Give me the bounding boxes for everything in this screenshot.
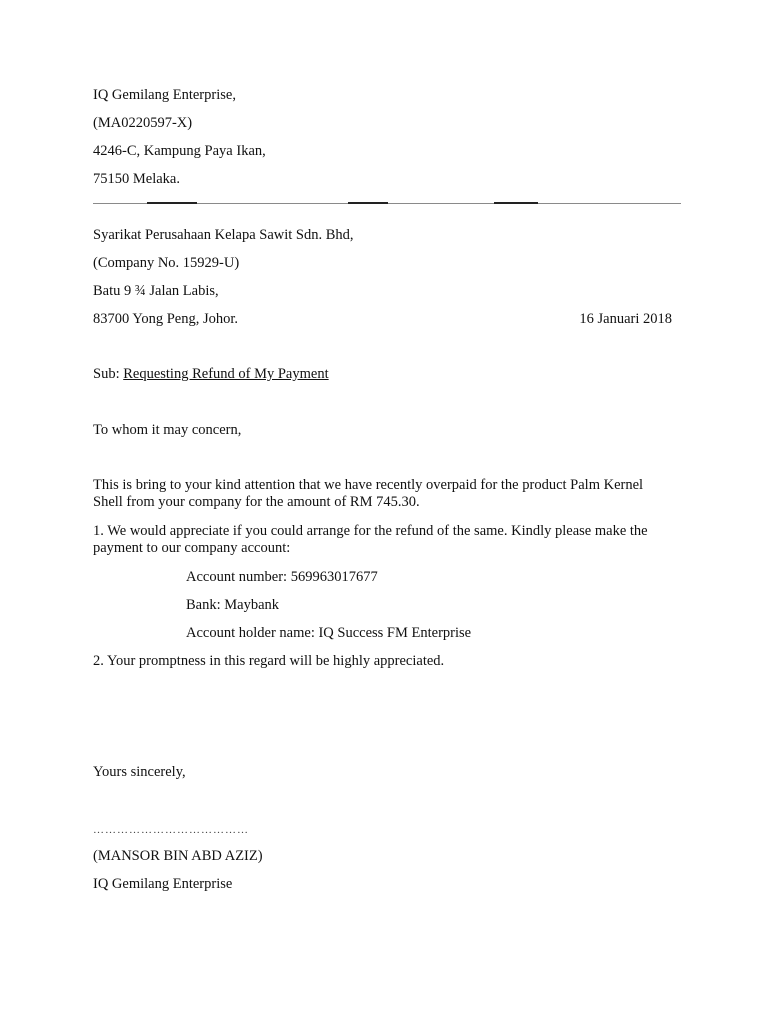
divider-accent <box>494 202 538 204</box>
sender-address-line1: 4246-C, Kampung Paya Ikan, <box>93 143 266 159</box>
signatory-company: IQ Gemilang Enterprise <box>93 876 233 892</box>
sender-address-line2: 75150 Melaka. <box>93 171 180 187</box>
account-holder: Account holder name: IQ Success FM Enterprise <box>186 625 472 641</box>
subject-line <box>93 366 329 383</box>
recipient-name: Syarikat Perusahaan Kelapa Sawit Sdn. Bhd, <box>93 227 354 243</box>
subject-text: Requesting Refund of My Payment <box>123 366 329 382</box>
closing: Yours sincerely, <box>93 764 186 780</box>
signatory-name: (MANSOR BIN ABD AZIZ) <box>93 848 263 864</box>
sender-reg-no: (MA0220597-X) <box>93 115 193 131</box>
signature-line: ………………………………… <box>93 824 249 836</box>
recipient-address-line2: 83700 Yong Peng, Johor. <box>93 311 239 327</box>
body-point-2: 2. Your promptness in this regard will be highly appreciated. <box>93 653 445 669</box>
recipient-company-no: (Company No. 15929-U) <box>93 255 240 271</box>
bank-name: Bank: Maybank <box>186 597 280 613</box>
body-intro: This is bring to your kind attention that we have recently overpaid for the product Palm Kernel Shell from your company for the amount of RM 745.30. <box>93 477 644 510</box>
recipient-address-line1: Batu 9 ¾ Jalan Labis, <box>93 283 219 299</box>
sender-name: IQ Gemilang Enterprise, <box>93 87 236 103</box>
divider-accent <box>147 202 197 204</box>
body-point-1: 1. We would appreciate if you could arrange for the refund of the same. Kindly please make the payment to our company account: <box>93 523 648 556</box>
salutation: To whom it may concern, <box>93 422 242 438</box>
letter-date: 16 Januari 2018 <box>579 311 672 327</box>
account-number: Account number: 569963017677 <box>186 569 378 585</box>
divider-accent <box>348 202 388 204</box>
subject-prefix: Sub: <box>93 366 120 382</box>
